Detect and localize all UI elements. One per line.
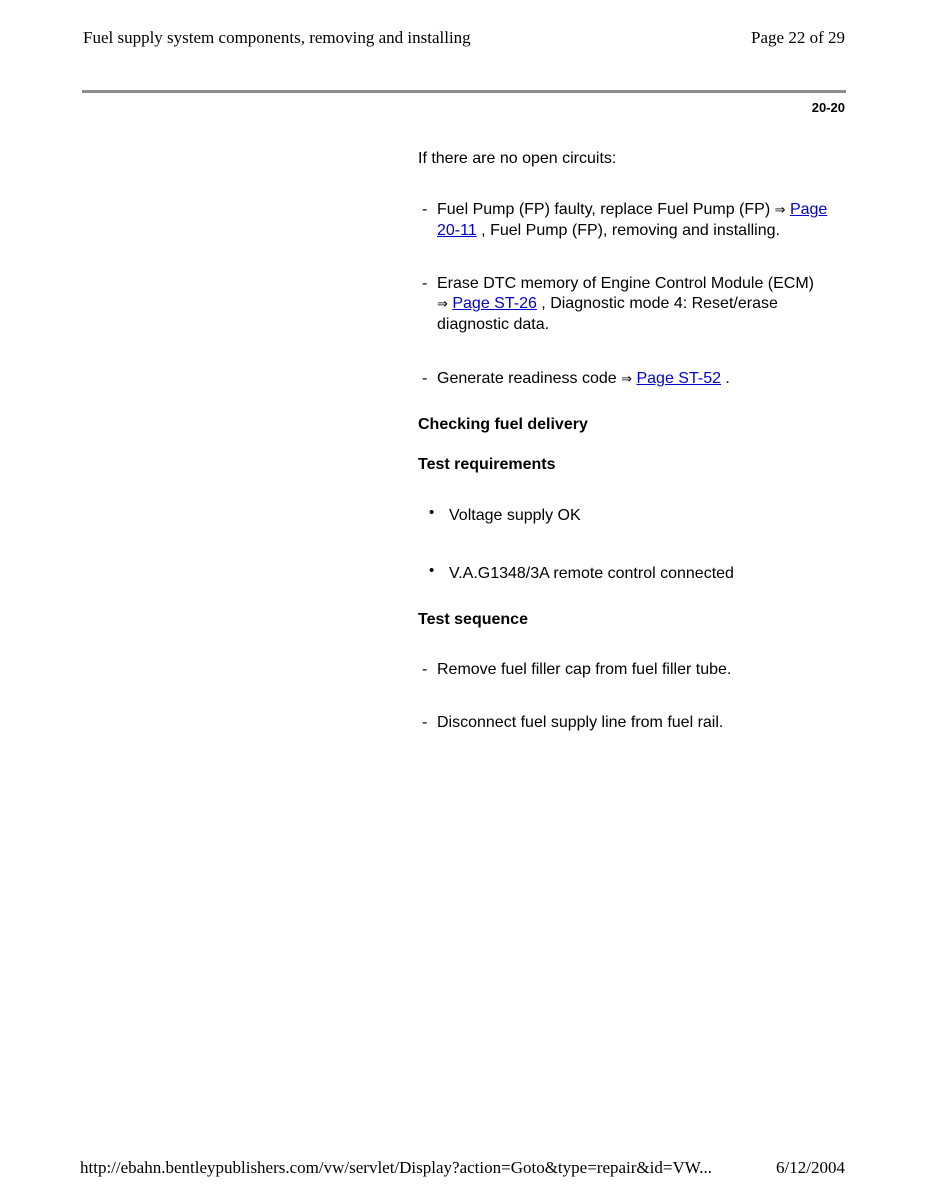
heading-checking-fuel-delivery: Checking fuel delivery <box>418 416 588 433</box>
arrow-icon: ⇒ <box>437 297 448 312</box>
requirement-text: Voltage supply OK <box>449 507 581 524</box>
heading-test-requirements: Test requirements <box>418 456 556 473</box>
bullet-icon: • <box>429 504 435 521</box>
bullet-icon: • <box>429 562 435 579</box>
page-indicator: Page 22 of 29 <box>751 28 845 47</box>
header-divider <box>82 90 846 93</box>
section-number: 20-20 <box>811 100 845 115</box>
arrow-icon: ⇒ <box>774 203 786 218</box>
document-title: Fuel supply system components, removing and installing <box>83 28 471 47</box>
step-text-after: , Diagnostic mode 4: Reset/erase diagnostic data. <box>437 295 778 333</box>
link-page-st-52[interactable]: Page ST-52 <box>636 370 721 387</box>
step-generate-readiness <box>418 369 828 390</box>
step-text: Erase DTC memory of Engine Control Module (ECM) <box>437 275 815 292</box>
sequence-text: Remove fuel filler cap from fuel filler tube. <box>437 661 732 678</box>
step-text: Fuel Pump (FP) faulty, replace Fuel Pump (FP) <box>437 201 771 218</box>
sequence-step <box>418 713 828 733</box>
requirement-item <box>418 506 828 526</box>
dash-marker: - <box>422 370 428 387</box>
dash-marker: - <box>422 714 428 731</box>
sequence-text: Disconnect fuel supply line from fuel rail. <box>437 714 724 731</box>
dash-marker: - <box>422 201 428 218</box>
page-content <box>418 149 828 733</box>
link-page-20-11[interactable]: Page 20-11 <box>437 201 828 239</box>
step-erase-dtc <box>418 274 828 335</box>
heading-test-sequence: Test sequence <box>418 611 528 628</box>
step-text-after: . <box>720 370 730 387</box>
step-replace-fuel-pump <box>418 200 828 241</box>
dash-marker: - <box>422 661 428 678</box>
step-text-after: , Fuel Pump (FP), removing and installing. <box>476 222 780 239</box>
requirement-text: V.A.G1348/3A remote control connected <box>449 565 734 582</box>
sequence-step <box>418 660 828 680</box>
link-page-st-26[interactable]: Page ST-26 <box>452 295 537 312</box>
intro-text: If there are no open circuits: <box>418 150 617 167</box>
footer-date: 6/12/2004 <box>776 1158 845 1177</box>
arrow-icon: ⇒ <box>621 372 633 387</box>
step-text: Generate readiness code <box>437 370 617 387</box>
dash-marker: - <box>422 275 428 292</box>
requirement-item <box>418 564 828 584</box>
footer-url: http://ebahn.bentleypublishers.com/vw/servlet/Display?action=Goto&type=repair&id=VW... <box>80 1158 712 1177</box>
